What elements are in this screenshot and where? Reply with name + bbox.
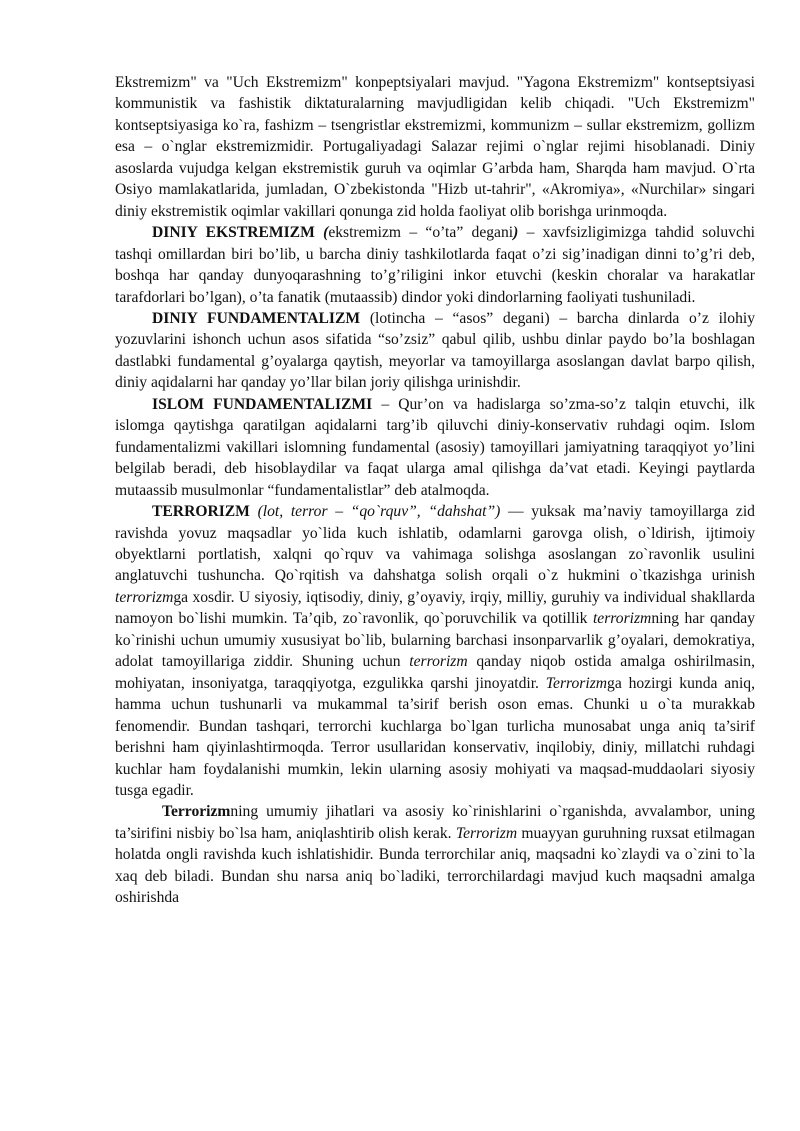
italic-term: terrorizm [409,653,468,671]
paragraph-islamic-fundamentalism [115,394,755,501]
italic-term: Terrorizm [545,674,608,692]
bold-term: TERRORIZM [152,503,250,521]
text-run: ning har qanday ko`rinishi uchun umumiy xususiyat bo`lib, bularning barchasi insonparvarlik g’oyalari, demokratiya, adolat tamoyillariga ziddir. Shuning uchun [115,610,755,671]
italic-term: Terrorizm [455,824,518,842]
text-run [250,503,258,520]
paragraph-terrorism-aspects [115,801,755,908]
text-run: – Qur’on va hadislarga so’zma-so’z talqin etuvchi, ilk islomga qaytishga qaratilgan aqidalarni targ’ib qiluvchi diniy-konservativ ruhdagi oqim. Islom fundamentalizmi vakillari islomning fundamental (asosiy) tamoyillari jamiyatning taraqqiyot yo’lini belgilab beradi, deb hisoblaydilar va faqat ularga amal qilishga da’vat etadi. Keyingi paytlarda mutaassib musulmonlar “fundamentalistlar” deb atalmoqda. [115,395,756,499]
italic-term: terrorizm [115,588,174,606]
bold-term: DINIY EKSTREMIZM [152,224,315,242]
text-run: ga hozirgi kunda aniq, hamma uchun tushunarli va mukammal ta’sirif berish oson emas. Chunki u o`ta murakkab fenomendir. Bundan tashqari, terrorchi kuchlarga bo`lgan turlicha munosabat unga aniq ta’sirif berishni ham qiyinlashtirmoqda. Terror usullaridan konservativ, inqilobiy, diniy, millatchi ruhdagi kuchlar ham foydalanishi mumkin, lekin ularning asosiy mohiyati va maqsad-muddaolari siyosiy tusga egadir. [115,674,756,799]
paragraph-extremism-concepts [115,72,755,222]
paragraph-religious-extremism [115,222,755,308]
bold-term: ISLOM FUNDAMENTALIZMI [152,395,373,413]
paragraph-terrorism-definition [115,501,755,801]
bold-term: DINIY FUNDAMENTALIZM [152,309,361,327]
bold-term: Terrorizm [162,803,231,821]
bold-italic-mark: ( [323,224,329,242]
text-run: qanday niqob ostida amalga oshirilmasin, mohiyatan, insoniyatga, taraqqiyotga, ezgulikka qarshi jinoyatdir. [115,653,755,692]
bold-italic-mark: ) [513,224,519,242]
text-run: — yuksak ma’naviy tamoyillarga zid ravishda yovuz maqsadlar yo`lida kuch ishlatib, odamlarni garovga olish, o`ldirish, ijtimoiy obyektlarni portlatish, xalqni qo`rquv va vahimaga solishga asoslangan zo`ravonlik usulini anglatuvchi tushuncha. Qo`rqitish va dahshatga solish orqali o`z hukmini o`tkazishga urinish [115,503,755,585]
text-run: Ekstremizm" va "Uch Ekstremizm" konpeptsiyalari mavjud. "Yagona Ekstremizm" kontseptsiyasi kommunistik va fashistik diktaturalarning mavjudligidan kelib chiqadi. "Uch Ekstremizm" kontseptsiyasiga ko`ra, fashizm – tsengristlar ekstremizmi, kommunizm – sullar ekstremizm, gollizm esa – o`nglar ekstremizmidir. Portugaliyadagi Salazar rejimi o`nglar rejimi hisoblanadi. Diniy asoslarda vujudga kelgan ekstremistik guruh va oqimlar G’arbda ham, Sharqda ham mavjud. O`rta Osiyo mamlakatlarida, jumladan, O`zbekistonda "Hizb ut-tahrir", «Akromiya», «Nurchilar» singari diniy ekstremistik oqimlar vakillari qonunga zid holda faoliyat olib borishga urinmoqda. [115,74,755,220]
text-run: muayyan guruhning ruxsat etilmagan holatda ongli ravishda kuch ishlatishidir. Bunda terrorchilar aniq, maqsadni ko`zlaydi va o`zini to`la xaq deb biladi. Bundan shu narsa aniq bo`ladiki, terrorchilardagi mavjud kuch maqsadni amalga oshirishda [115,824,755,907]
text-run [315,224,323,241]
italic-term: terrorizm [592,610,652,628]
text-run: – xavfsizligimizga tahdid soluvchi tashqi omillardan biri bo’lib, u barcha diniy tashkilotlarda faqat o’zi sig’inadigan dinni to’g’ri deb, boshqa har qanday dunyoqarashning to’g’riligini inkor etuvchi (keskin choralar va harakatlar tarafdorlari bo’lgan), o’ta fanatik (mutaassib) dindor yoki dindorlarning faoliyati tushuniladi. [115,224,755,306]
text-run: ning umumiy jihatlari va asosiy ko`rinishlarini o`rganishda, avvalambor, uning ta’sirifini nisbiy bo`lsa ham, aniqlashtirib olish kerak. [115,803,755,842]
document-page [115,72,755,909]
text-run: ga xosdir. U siyosiy, iqtisodiy, diniy, g’oyaviy, irqiy, milliy, guruhiy va individual shakllarda namoyon bo`lishi mumkin. Ta’qib, zo`ravonlik, qo`poruvchilik va qotillik [115,588,755,628]
italic-term: (lot, terror – “qo`rquv”, “dahshat”) [257,503,501,521]
text-run: (lotincha – “asos” degani) – barcha dinlarda o’z ilohiy yozuvlarini ishonch uchun asos sifatida “so’zsiz” qabul qilib, ushbu dinlar paydo bo’la boshlagan dastlabki fundamental g’oyalarga qaytish, meyorlar va tamoyillarga asoslangan davlat barpo qilish, diniy aqidalarni har qanday yo’llar bilan joriy qilishga urinishdir. [115,309,755,392]
text-run: ekstremizm – “o’ta” degani [328,224,514,242]
paragraph-religious-fundamentalism [115,308,755,394]
